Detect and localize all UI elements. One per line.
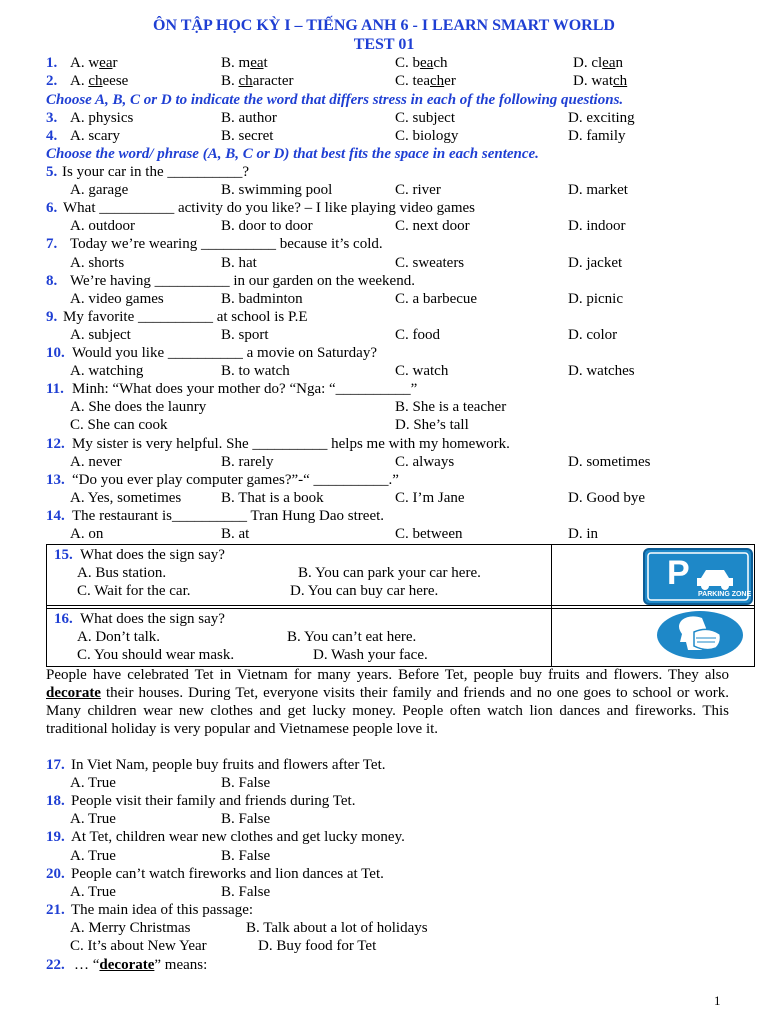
option-a: A. scary [70,128,120,144]
option-a: A. Bus station. [77,565,167,581]
instruction-stress: Choose A, B, C or D to indicate the word that differs stress in each of the following questions. [46,92,624,108]
test-label: TEST 01 [353,36,415,53]
question-text: My sister is very helpful. She __________ helps me with my homework. [72,436,510,452]
option-b: B. Talk about a lot of holidays [246,920,428,936]
option-c: C. subject [395,110,455,126]
question-text: People visit their family and friends during Tet. [71,793,356,809]
option-d: D. exciting [568,110,635,126]
option-d: D. Wash your face. [313,647,428,663]
question-text: People can’t watch fireworks and lion dances at Tet. [71,866,384,882]
question-text: What does the sign say? [80,547,225,563]
option-b: B. to watch [221,363,290,379]
option-d: D. clean [573,55,623,71]
option-a: A. on [70,526,104,542]
question-number: 13. [46,472,65,488]
option-a: A. Yes, sometimes [70,490,182,506]
option-b: B. You can park your car here. [298,565,481,581]
option-a: A. shorts [70,255,125,271]
question-number: 6. [46,200,58,216]
option-d: D. watch [573,73,628,89]
question-text: “Do you ever play computer games?”-“ __________.” [72,472,399,488]
question-number: 3. [46,110,58,126]
option-a: A. True [70,884,116,900]
option-a: A. video games [70,291,164,307]
question-number: 12. [46,436,65,452]
question-text: What __________ activity do you like? – I like playing video games [63,200,475,216]
option-c: C. It’s about New Year [70,938,207,954]
question-text: My favorite __________ at school is P.E [63,309,308,325]
option-a: A. subject [70,327,131,343]
parking-zone-sign [643,548,753,605]
option-c: C. I’m Jane [395,490,465,506]
question-text: Today we’re wearing __________ because it’s cold. [70,236,383,252]
option-b: B. door to door [221,218,313,234]
svg-text:PARKING ZONE: PARKING ZONE [698,591,752,598]
question-number: 9. [46,309,58,325]
option-b: B. False [221,848,271,864]
option-c: C. You should wear mask. [77,647,235,663]
option-a: A. wear [70,55,118,71]
question-text: … “decorate” means: [74,957,208,973]
question-text: What does the sign say? [80,611,225,627]
question-text: Minh: “What does your mother do? “Nga: “__________” [72,381,418,397]
option-a: A. True [70,775,116,791]
option-d: D. Buy food for Tet [258,938,377,954]
option-a: A. cheese [70,73,129,89]
option-b: B. You can’t eat here. [287,629,417,645]
option-c: C. river [395,182,441,198]
option-c: C. watch [395,363,449,379]
passage-keyword: decorate [46,685,101,701]
option-d: D. jacket [568,255,623,271]
question-number: 20. [46,866,65,882]
option-a: A. Merry Christmas [70,920,191,936]
option-a: A. watching [70,363,144,379]
option-d: D. watches [568,363,635,379]
question-text: The restaurant is__________ Tran Hung Dao street. [72,508,385,524]
option-b: B. sport [221,327,269,343]
question-number: 17. [46,757,65,773]
page-title: ÔN TẬP HỌC KỲ I – TIẾNG ANH 6 - I LEARN SMART WORLD [153,17,615,34]
question-number: 14. [46,508,65,524]
option-b: B. secret [221,128,274,144]
reading-passage: People have celebrated Tet in Vietnam for many years. Before Tet, people buy fruits and flowers. They also decorate their houses. During Tet, everyone visits their family and friends and no one goes to school or work. Many children wear new clothes and get lucky money. People often watch lion dances and fireworks. This traditional holiday is very popular and Vietnamese people love it. [46,667,729,737]
option-c: C. biology [395,128,459,144]
option-a: A. outdoor [70,218,135,234]
option-b: B. hat [221,255,257,271]
option-a: A. She does the launry [70,399,207,415]
option-d: D. picnic [568,291,623,307]
option-c: C. She can cook [70,417,168,433]
option-c: C. food [395,327,440,343]
page-number: 1 [714,993,721,1008]
option-c: C. sweaters [395,255,465,271]
svg-text:P: P [667,554,690,592]
option-d: D. sometimes [568,454,651,470]
question-number: 21. [46,902,65,918]
parking-sign-icon [643,548,753,605]
question-number: 19. [46,829,65,845]
option-b: B. False [221,884,271,900]
question-number: 10. [46,345,65,361]
option-c: C. a barbecue [395,291,478,307]
option-a: A. True [70,848,116,864]
option-d: D. Good bye [568,490,646,506]
question-number: 2. [46,73,58,89]
instruction-fill: Choose the word/ phrase (A, B, C or D) that best fits the space in each sentence. [46,146,539,162]
option-a: A. never [70,454,122,470]
option-b: B. She is a teacher [395,399,507,415]
option-a: A. Don’t talk. [77,629,161,645]
option-b: B. at [221,526,250,542]
option-d: D. She’s tall [395,417,469,433]
question-number: 1. [46,55,58,71]
option-b: B. character [221,73,294,89]
option-b: B. That is a book [221,490,324,506]
option-c: C. next door [395,218,470,234]
option-c: C. teacher [395,73,456,89]
question-text: In Viet Nam, people buy fruits and flowers after Tet. [71,757,386,773]
option-c: C. always [395,454,455,470]
option-b: B. rarely [221,454,274,470]
question-text: We’re having __________ in our garden on the weekend. [70,273,415,289]
question-text: Is your car in the __________? [62,164,250,180]
question-number: 22. [46,957,65,973]
question-number: 15. [54,547,73,563]
option-d: D. color [568,327,618,343]
question-number: 4. [46,128,58,144]
question-text: The main idea of this passage: [71,902,254,918]
option-b: B. badminton [221,291,303,307]
option-d: D. You can buy car here. [290,583,439,599]
option-b: B. meat [221,55,268,71]
question-number: 5. [46,164,58,180]
option-d: D. market [568,182,628,198]
table-row-divider-bottom [46,608,754,609]
question-number: 7. [46,236,58,252]
option-b: B. author [221,110,277,126]
table-row-divider-top [46,605,754,606]
option-a: A. True [70,811,116,827]
wear-mask-sign [656,610,744,660]
option-b: B. False [221,811,271,827]
option-d: D. indoor [568,218,626,234]
option-a: A. garage [70,182,129,198]
mask-sign-icon [656,610,744,660]
option-b: B. False [221,775,271,791]
option-d: D. in [568,526,598,542]
option-a: A. physics [70,110,134,126]
option-c: C. beach [395,55,448,71]
question-number: 16. [54,611,73,627]
question-number: 18. [46,793,65,809]
option-c: C. Wait for the car. [77,583,191,599]
option-d: D. family [568,128,626,144]
option-c: C. between [395,526,463,542]
question-text: Would you like __________ a movie on Saturday? [72,345,377,361]
question-number: 11. [46,381,64,397]
option-b: B. swimming pool [221,182,333,198]
question-text: At Tet, children wear new clothes and get lucky money. [71,829,405,845]
question-number: 8. [46,273,58,289]
